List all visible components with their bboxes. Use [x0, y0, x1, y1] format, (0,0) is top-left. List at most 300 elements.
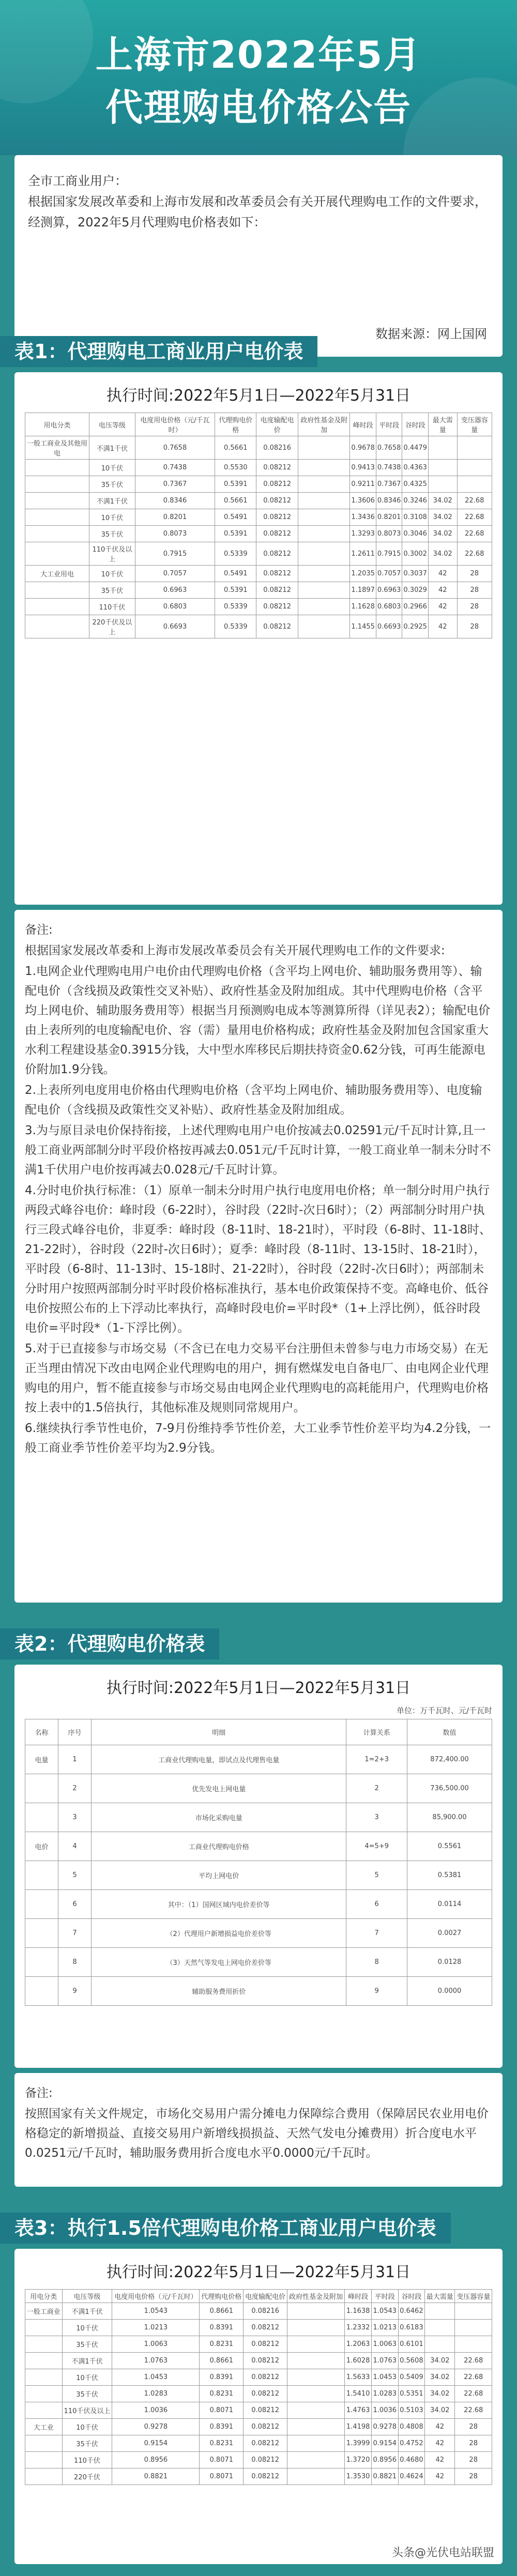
table2-row: [25, 1890, 492, 1919]
table3-row-cell: [287, 2386, 345, 2402]
table1-row-cell: 0.08212: [256, 542, 298, 566]
table2-row-cell: 3: [58, 1803, 92, 1832]
table3-header: 电度输配电价: [244, 2290, 287, 2303]
table2-row-cell: 9: [346, 1977, 407, 2006]
table3-header: 代理购电价格: [200, 2290, 244, 2303]
table3-row-cell: 0.4624: [398, 2468, 425, 2485]
table1-row-cell: 22.68: [457, 542, 492, 566]
table3-row-cell: 1.0543: [371, 2303, 398, 2320]
table3-header: 峰时段: [345, 2290, 372, 2303]
table2-row: [25, 1803, 492, 1832]
table3-row-cell: 28: [455, 2468, 492, 2485]
table3-row-cell: 0.8821: [112, 2468, 200, 2485]
table2-row-cell: [25, 1919, 58, 1948]
table1-row-cell: [298, 566, 349, 582]
table1-row-cell: 1.1897: [350, 582, 376, 599]
table3-row-cell: [25, 2320, 63, 2336]
table3-row-cell: 不满1千伏: [62, 2303, 112, 2320]
table1-row-cell: 0.2925: [402, 615, 429, 638]
table2-row-cell: 7: [346, 1919, 407, 1948]
table1-row-cell: [457, 436, 492, 460]
table2-row: [25, 1948, 492, 1977]
table1-row-cell: 0.8073: [135, 526, 215, 542]
table1-row-cell: 0.7367: [376, 476, 402, 493]
table3-row-cell: [25, 2353, 63, 2369]
section2-title: 表2：代理购电价格表: [0, 1628, 219, 1659]
table1-row-cell: [298, 615, 349, 638]
table1-row-cell: 0.5339: [215, 542, 256, 566]
table1-row: [25, 615, 492, 638]
table3-row-cell: 35千伏: [62, 2435, 112, 2452]
table2-row: [25, 1745, 492, 1774]
table1-row-cell: 0.08212: [256, 460, 298, 476]
table1-header: 代理购电价格: [215, 413, 256, 436]
table1-row-cell: 0.5491: [215, 509, 256, 526]
table3-row-cell: [287, 2303, 345, 2320]
table1-header: 电度用电价格（元/千瓦时）: [135, 413, 215, 436]
table3-row-cell: 28: [455, 2419, 492, 2435]
table1-row-cell: 1.2611: [350, 542, 376, 566]
table3-row-cell: 1.3530: [345, 2468, 372, 2485]
table1-row-cell: 0.6693: [376, 615, 402, 638]
table1-row-cell: 0.7915: [376, 542, 402, 566]
table1-row: [25, 476, 492, 493]
notes2-body: 按照国家有关文件规定，市场化交易用户需分摊电力保障综合费用（保障居民农业用电价格稳定的新增损益、直接交易用户新增线损损益、天然气发电分摊费用）折合度电水平0.0251元/千瓦时，辅助服务费用折合度电水平0.0000元/千瓦时。: [25, 2107, 489, 2160]
table1-header: 峰时段: [350, 413, 376, 436]
table2-row-cell: 电量: [25, 1745, 58, 1774]
notes1-intro: 根据国家发展改革委和上海市发展改革委员会有关开展代理购电工作的文件要求:: [25, 944, 445, 957]
table1-row: [25, 582, 492, 599]
table2-row-cell: 5: [58, 1861, 92, 1890]
table3-header: 变压器容量: [455, 2290, 492, 2303]
table1-row-cell: 0.6963: [376, 582, 402, 599]
table1-header: 电度输配电价: [256, 413, 298, 436]
table3-row-cell: [25, 2452, 63, 2468]
table3-row-cell: [455, 2336, 492, 2353]
table3-row-cell: [287, 2468, 345, 2485]
table3-row-cell: 0.08212: [244, 2336, 287, 2353]
table1-header: 谷时段: [402, 413, 429, 436]
table3-row-cell: 1.0036: [371, 2402, 398, 2419]
table1-row-cell: 110千伏及以上: [89, 542, 135, 566]
table3-row-cell: 1.0063: [371, 2336, 398, 2353]
hero-banner: [0, 0, 517, 155]
table2-row-cell: 优先发电上网电量: [92, 1774, 346, 1803]
table1-header: 变压器容量: [457, 413, 492, 436]
table3-row-cell: 110千伏及以上: [62, 2402, 112, 2419]
table1-row-cell: 0.5339: [215, 615, 256, 638]
table1-row-cell: 35千伏: [89, 582, 135, 599]
table1-row-cell: 0.8346: [376, 493, 402, 509]
table2-header: 计算关系: [346, 1719, 407, 1745]
table2-row-cell: 市场化采购电量: [92, 1803, 346, 1832]
table2-row-cell: [25, 1861, 58, 1890]
table3-row-cell: 1.3999: [345, 2435, 372, 2452]
table1-row-cell: [428, 436, 457, 460]
table1-row-cell: 0.7057: [376, 566, 402, 582]
table1-row-cell: 0.5530: [215, 460, 256, 476]
table2-row-cell: 9: [58, 1977, 92, 2006]
table3-row-cell: 1.5633: [345, 2369, 372, 2386]
table1-row-cell: 28: [457, 566, 492, 582]
table1-row-cell: [25, 476, 89, 493]
table1-row-cell: [25, 542, 89, 566]
table1-header-row: [25, 413, 492, 436]
table2-row-cell: 1: [58, 1745, 92, 1774]
table3-exec-time: 执行时间:2022年5月1日—2022年5月31日: [106, 2263, 411, 2281]
table1-row-cell: 1.1628: [350, 599, 376, 615]
table1-row: [25, 542, 492, 566]
table1-row-cell: 0.08212: [256, 582, 298, 599]
table3-row-cell: 22.68: [455, 2386, 492, 2402]
table1-row-cell: [457, 460, 492, 476]
table3-row-cell: 220千伏: [62, 2468, 112, 2485]
table3-row-cell: [287, 2419, 345, 2435]
table1-exec-time: 执行时间:2022年5月1日—2022年5月31日: [106, 387, 411, 405]
table2-row-cell: 工商业代理购电量，即试点及代理售电量: [92, 1745, 346, 1774]
table1-header: 最大需量: [428, 413, 457, 436]
table3-row-cell: 0.4808: [398, 2419, 425, 2435]
table1-row: [25, 436, 492, 460]
hero-title-line1: 上海市2022年5月: [95, 33, 422, 77]
table3-row-cell: 1.4763: [345, 2402, 372, 2419]
table1-row-cell: 0.5339: [215, 599, 256, 615]
notes1-item: 1.电网企业代理购电用户电价由代理购电价格（含平均上网电价、辅助服务费用等）、输配电价（含线损及政策性交叉补贴）、政府性基金及附加组成。其中代理购电价格（含平均上网电价、辅助服务费用等）根据当月预测购电成本等测算所得（详见表2）；输配电价由上表所列的电度输配电价、容（需）量用电价格构成；政府性基金及附加包含国家重大水利工程建设基金0.3915分钱，大中型水库移民后期扶持资金0.62分钱，可再生能源电价附加1.9分钱。: [25, 965, 491, 1076]
table3: [25, 2289, 492, 2485]
table3-row: [25, 2468, 492, 2485]
table3-row-cell: 1.1638: [345, 2303, 372, 2320]
table3-row-cell: [25, 2369, 63, 2386]
notes1-item: 3.为与原目录电价保持衔接，上述代理购电用户电价按减去0.02591元/千瓦时计算,且一般工商业两部制分时平段价格按再减去0.051元/千瓦时计算，一般工商业单一制未分时不满1千伏用户电价按再减去0.028元/千瓦时计算。: [25, 1124, 491, 1177]
table1-row-cell: 0.08212: [256, 566, 298, 582]
intro-greeting: 全市工商业用户：: [28, 174, 127, 188]
table1-header: 用电分类: [25, 413, 89, 436]
table3-row-cell: 0.9278: [371, 2419, 398, 2435]
table2-unit: 单位：万千瓦时、元/千瓦时: [396, 1706, 492, 1715]
table1-row-cell: 22.68: [457, 509, 492, 526]
table3-row-cell: 0.6183: [398, 2320, 425, 2336]
table3-row-cell: [287, 2435, 345, 2452]
table3-row-cell: 1.5410: [345, 2386, 372, 2402]
table3-row-cell: [287, 2369, 345, 2386]
table1-row-cell: [298, 493, 349, 509]
table1-row-cell: 0.3108: [402, 509, 429, 526]
table2-row: [25, 1774, 492, 1803]
table1-row-cell: 0.7438: [135, 460, 215, 476]
table2-row-cell: 工商业代理购电价格: [92, 1832, 346, 1861]
table3-row-cell: 0.8071: [200, 2402, 244, 2419]
table3-row-cell: 0.08212: [244, 2320, 287, 2336]
table2-header: 名称: [25, 1719, 58, 1745]
table3-row-cell: 0.8661: [200, 2303, 244, 2320]
table3-row-cell: 0.6101: [398, 2336, 425, 2353]
hero-title-line2: 代理购电价格公告: [105, 86, 412, 129]
table3-row-cell: 0.8071: [200, 2468, 244, 2485]
table1-header: 平时段: [376, 413, 402, 436]
table1-row-cell: 0.08212: [256, 493, 298, 509]
table1-row-cell: 1.3436: [350, 509, 376, 526]
table1-row-cell: 一般工商业及其他用电: [25, 436, 89, 460]
table1-row-cell: [25, 526, 89, 542]
table3-row-cell: 22.68: [455, 2402, 492, 2419]
table1-row-cell: 0.6803: [135, 599, 215, 615]
table2-row-cell: 5: [346, 1861, 407, 1890]
table3-row-cell: [25, 2435, 63, 2452]
table3-row-cell: 大工业: [25, 2419, 63, 2435]
table3-header-row: [25, 2290, 492, 2303]
table1-row: [25, 509, 492, 526]
table1-row-cell: 1.2035: [350, 566, 376, 582]
table2-row-cell: 85,900.00: [407, 1803, 492, 1832]
table1: [25, 413, 492, 638]
table1-row: [25, 493, 492, 509]
table3-row-cell: 0.8231: [200, 2435, 244, 2452]
table3-row-cell: [25, 2468, 63, 2485]
table3-row-cell: 0.8661: [200, 2353, 244, 2369]
table3-row-cell: [287, 2336, 345, 2353]
table3-row-cell: 1.0213: [371, 2320, 398, 2336]
table3-row-cell: 0.08212: [244, 2468, 287, 2485]
table2-row: [25, 1861, 492, 1890]
table2-row: [25, 1832, 492, 1861]
table2-row-cell: 0.0027: [407, 1919, 492, 1948]
table2-row-cell: 辅助服务费用折价: [92, 1977, 346, 2006]
table1-row-cell: [25, 582, 89, 599]
table3-row-cell: [287, 2402, 345, 2419]
table2-row-cell: 0.0000: [407, 1977, 492, 2006]
table3-row-cell: 0.8391: [200, 2369, 244, 2386]
table3-row: [25, 2369, 492, 2386]
intro-body: 根据国家发展改革委和上海市发展和改革委员会有关开展代理购电工作的文件要求，经测算，2022年5月代理购电价格表如下：: [28, 194, 487, 230]
table1-row-cell: [25, 615, 89, 638]
data-source: 数据来源：网上国网: [375, 327, 487, 341]
table1-row-cell: 0.8073: [376, 526, 402, 542]
table3-row-cell: 不满1千伏: [62, 2353, 112, 2369]
table3-row-cell: 1.0283: [371, 2386, 398, 2402]
table3-row-cell: 42: [425, 2419, 455, 2435]
table1-row-cell: 0.9211: [350, 476, 376, 493]
table2-row-cell: （3）天然气等发电上网电价差价等: [92, 1948, 346, 1977]
table1-row-cell: 不满1千伏: [89, 493, 135, 509]
table1-row-cell: [298, 476, 349, 493]
table2-header-row: [25, 1719, 492, 1745]
table3-row-cell: [425, 2303, 455, 2320]
table1-row-cell: 大工业用电: [25, 566, 89, 582]
table3-row-cell: [455, 2303, 492, 2320]
table3-row-cell: 0.08216: [244, 2303, 287, 2320]
table2: [25, 1719, 492, 2006]
table1-row-cell: 0.08212: [256, 599, 298, 615]
table1-row-cell: [25, 460, 89, 476]
table3-row-cell: 42: [425, 2452, 455, 2468]
table1-row-cell: [457, 476, 492, 493]
table3-row-cell: 0.5409: [398, 2369, 425, 2386]
table3-row-cell: 0.8821: [371, 2468, 398, 2485]
table3-row-cell: 22.68: [455, 2369, 492, 2386]
table3-row-cell: 28: [455, 2452, 492, 2468]
table1-row-cell: [428, 476, 457, 493]
table1-row-cell: 0.7438: [376, 460, 402, 476]
table1-row-cell: [298, 460, 349, 476]
table3-row-cell: [25, 2386, 63, 2402]
table2-row-cell: （2）代理用户新增损益电价差价等: [92, 1919, 346, 1948]
table1-row-cell: [298, 599, 349, 615]
table3-row-cell: 34.02: [425, 2369, 455, 2386]
table1-row-cell: 1.3606: [350, 493, 376, 509]
table2-row-cell: 3: [346, 1803, 407, 1832]
table1-row-cell: 22.68: [457, 493, 492, 509]
table1-row-cell: 34.02: [428, 509, 457, 526]
table2-row: [25, 1919, 492, 1948]
table2-row-cell: 6: [58, 1890, 92, 1919]
table3-row-cell: 10千伏: [62, 2320, 112, 2336]
table2-row-cell: 2: [58, 1774, 92, 1803]
notes1-item: 5.对于已直接参与市场交易（不含已在电力交易平台注册但未曾参与电力市场交易）在无正当理由情况下改由电网企业代理购电的用户，拥有燃煤发电自备电厂、由电网企业代理购电的用户，暂不能直接参与市场交易由电网企业代理购电的高耗能用户，代理购电价格按上表中的1.5倍执行，其他标准及规则同常规用户。: [25, 1342, 489, 1414]
table3-row-cell: 0.08212: [244, 2353, 287, 2369]
table1-row-cell: 0.6693: [135, 615, 215, 638]
table1-row: [25, 599, 492, 615]
table1-header: 电压等级: [89, 413, 135, 436]
table1-row-cell: 0.6803: [376, 599, 402, 615]
table3-row: [25, 2402, 492, 2419]
table2-row-cell: [25, 1774, 58, 1803]
table1-row-cell: 0.3046: [402, 526, 429, 542]
table1-row-cell: 35千伏: [89, 476, 135, 493]
table3-row: [25, 2320, 492, 2336]
table1-panel: [14, 372, 503, 905]
table1-row-cell: 0.5391: [215, 582, 256, 599]
table1-row-cell: [25, 493, 89, 509]
table3-row-cell: 0.8391: [200, 2320, 244, 2336]
table2-row-cell: 电价: [25, 1832, 58, 1861]
table2-row-cell: 8: [58, 1948, 92, 1977]
table3-row-cell: 0.9154: [371, 2435, 398, 2452]
table3-row-cell: [287, 2320, 345, 2336]
table1-row-cell: 0.8201: [376, 509, 402, 526]
table3-row-cell: 1.0063: [112, 2336, 200, 2353]
table3-row-cell: 35千伏: [62, 2386, 112, 2402]
table3-row-cell: 1.4198: [345, 2419, 372, 2435]
table3-row-cell: 1.0453: [371, 2369, 398, 2386]
table3-row-cell: 1.0763: [371, 2353, 398, 2369]
table3-row: [25, 2435, 492, 2452]
table1-row-cell: 1.3293: [350, 526, 376, 542]
table3-row: [25, 2353, 492, 2369]
table1-row-cell: 0.3029: [402, 582, 429, 599]
table3-row-cell: 42: [425, 2435, 455, 2452]
table3-row-cell: [455, 2320, 492, 2336]
table1-row-cell: 28: [457, 582, 492, 599]
table3-row-cell: 0.8231: [200, 2386, 244, 2402]
table1-row-cell: 0.08212: [256, 615, 298, 638]
table3-header: 电度用电价格（元/千瓦时）: [112, 2290, 200, 2303]
table1-row-cell: 0.6963: [135, 582, 215, 599]
table1-row-cell: 0.5391: [215, 476, 256, 493]
table1-row-cell: 0.7658: [135, 436, 215, 460]
table3-row-cell: 0.8391: [200, 2419, 244, 2435]
table3-row-cell: [287, 2452, 345, 2468]
table1-row-cell: 0.2966: [402, 599, 429, 615]
table1-row-cell: 0.7057: [135, 566, 215, 582]
table1-row-cell: 0.8201: [135, 509, 215, 526]
table1-row-cell: 0.7658: [376, 436, 402, 460]
table1-row-cell: 0.9413: [350, 460, 376, 476]
table1-row-cell: 0.4479: [402, 436, 429, 460]
table1-row-cell: 42: [428, 566, 457, 582]
table1-header: 政府性基金及附加: [298, 413, 349, 436]
table3-row-cell: 0.6462: [398, 2303, 425, 2320]
table1-row-cell: 22.68: [457, 526, 492, 542]
notes2-title: 备注:: [25, 2086, 53, 2100]
table1-row-cell: 28: [457, 615, 492, 638]
table1-row-cell: 0.4363: [402, 460, 429, 476]
table2-row-cell: 736,500.00: [407, 1774, 492, 1803]
table1-row-cell: 1.1455: [350, 615, 376, 638]
table3-row-cell: 1.0543: [112, 2303, 200, 2320]
table3-header: 电压等级: [62, 2290, 112, 2303]
table3-row-cell: 0.4752: [398, 2435, 425, 2452]
table3-row-cell: 10千伏: [62, 2419, 112, 2435]
table1-row-cell: 0.3002: [402, 542, 429, 566]
table3-row-cell: 1.0453: [112, 2369, 200, 2386]
notes1-item: 6.继续执行季节性电价，7-9月份维持季节性价差，大工业季节性价差平均为4.2分钱，一般工商业季节性价差平均为2.9分钱。: [25, 1422, 491, 1455]
table1-row: [25, 566, 492, 582]
table3-row-cell: [25, 2402, 63, 2419]
table3-header: 政府性基金及附加: [287, 2290, 345, 2303]
table1-row-cell: 0.8346: [135, 493, 215, 509]
table3-row-cell: 1.2063: [345, 2336, 372, 2353]
table3-row-cell: 0.5351: [398, 2386, 425, 2402]
notes1-panel: [14, 910, 503, 1603]
table2-row-cell: 872,400.00: [407, 1745, 492, 1774]
notes1-title: 备注:: [25, 923, 53, 937]
table3-row: [25, 2336, 492, 2353]
table1-row-cell: 0.08212: [256, 509, 298, 526]
table3-row-cell: 0.08212: [244, 2435, 287, 2452]
table2-header: 序号: [58, 1719, 92, 1745]
table1-row-cell: 10千伏: [89, 566, 135, 582]
table3-row-cell: [25, 2336, 63, 2353]
table1-row: [25, 526, 492, 542]
notes2-panel: [14, 2073, 503, 2187]
intro-card: [14, 155, 503, 357]
table3-row-cell: 0.08212: [244, 2386, 287, 2402]
table3-header: 谷时段: [398, 2290, 425, 2303]
table3-row-cell: 1.0763: [112, 2353, 200, 2369]
table1-row-cell: 220千伏及以上: [89, 615, 135, 638]
table3-row-cell: 1.0283: [112, 2386, 200, 2402]
table1-row-cell: 110千伏: [89, 599, 135, 615]
section3-title: 表3：执行1.5倍代理购电价格工商业用户电价表: [0, 2213, 451, 2244]
table3-row-cell: 0.8071: [200, 2452, 244, 2468]
table2-row-cell: [25, 1977, 58, 2006]
table1-row-cell: 42: [428, 599, 457, 615]
table3-row-cell: 1.0036: [112, 2402, 200, 2419]
table3-row-cell: 0.8956: [112, 2452, 200, 2468]
table3-row-cell: 34.02: [425, 2402, 455, 2419]
table3-row-cell: 0.5608: [398, 2353, 425, 2369]
table1-row-cell: 34.02: [428, 493, 457, 509]
table2-row-cell: 0.0114: [407, 1890, 492, 1919]
table2-row-cell: 8: [346, 1948, 407, 1977]
table3-row-cell: 0.08212: [244, 2452, 287, 2468]
table2-row-cell: 0.5381: [407, 1861, 492, 1890]
table3-row: [25, 2303, 492, 2320]
table1-row-cell: 0.5661: [215, 493, 256, 509]
table1-row-cell: 42: [428, 615, 457, 638]
table3-header: 平时段: [371, 2290, 398, 2303]
table1-row-cell: 34.02: [428, 542, 457, 566]
